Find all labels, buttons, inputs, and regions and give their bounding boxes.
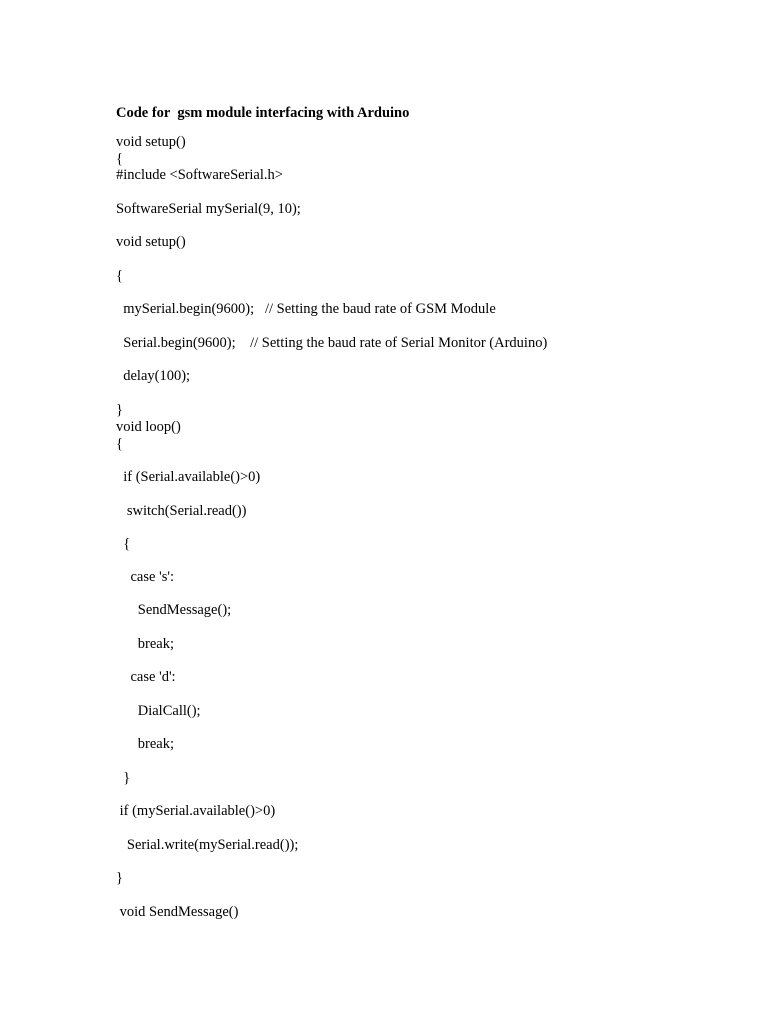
code-line: SoftwareSerial mySerial(9, 10); bbox=[116, 201, 301, 217]
code-line: mySerial.begin(9600); // Setting the baud rate of GSM Module bbox=[116, 301, 496, 317]
code-line: { bbox=[116, 436, 123, 452]
code-line: } bbox=[116, 402, 123, 418]
code-line: DialCall(); bbox=[116, 703, 201, 719]
code-line: { bbox=[116, 151, 123, 167]
code-line: void loop() bbox=[116, 419, 181, 435]
code-line: if (mySerial.available()>0) bbox=[116, 803, 276, 819]
code-line: { bbox=[116, 536, 131, 552]
code-line: switch(Serial.read()) bbox=[116, 503, 247, 519]
code-line: break; bbox=[116, 736, 174, 752]
code-line: SendMessage(); bbox=[116, 602, 232, 618]
code-line: } bbox=[116, 870, 123, 886]
code-line: case 's': bbox=[116, 569, 174, 585]
code-line: void setup() bbox=[116, 134, 186, 150]
code-line: delay(100); bbox=[116, 368, 191, 384]
code-line: void setup() bbox=[116, 234, 186, 250]
code-line: Serial.begin(9600); // Setting the baud rate of Serial Monitor (Arduino) bbox=[116, 335, 548, 351]
code-line: { bbox=[116, 268, 123, 284]
code-line: if (Serial.available()>0) bbox=[116, 469, 261, 485]
code-line: Serial.write(mySerial.read()); bbox=[116, 837, 299, 853]
code-line: } bbox=[116, 770, 131, 786]
code-line: void SendMessage() bbox=[116, 904, 239, 920]
code-line: case 'd': bbox=[116, 669, 176, 685]
document-title: Code for gsm module interfacing with Arduino bbox=[116, 105, 410, 121]
code-line: #include <SoftwareSerial.h> bbox=[116, 167, 283, 183]
code-line: break; bbox=[116, 636, 174, 652]
